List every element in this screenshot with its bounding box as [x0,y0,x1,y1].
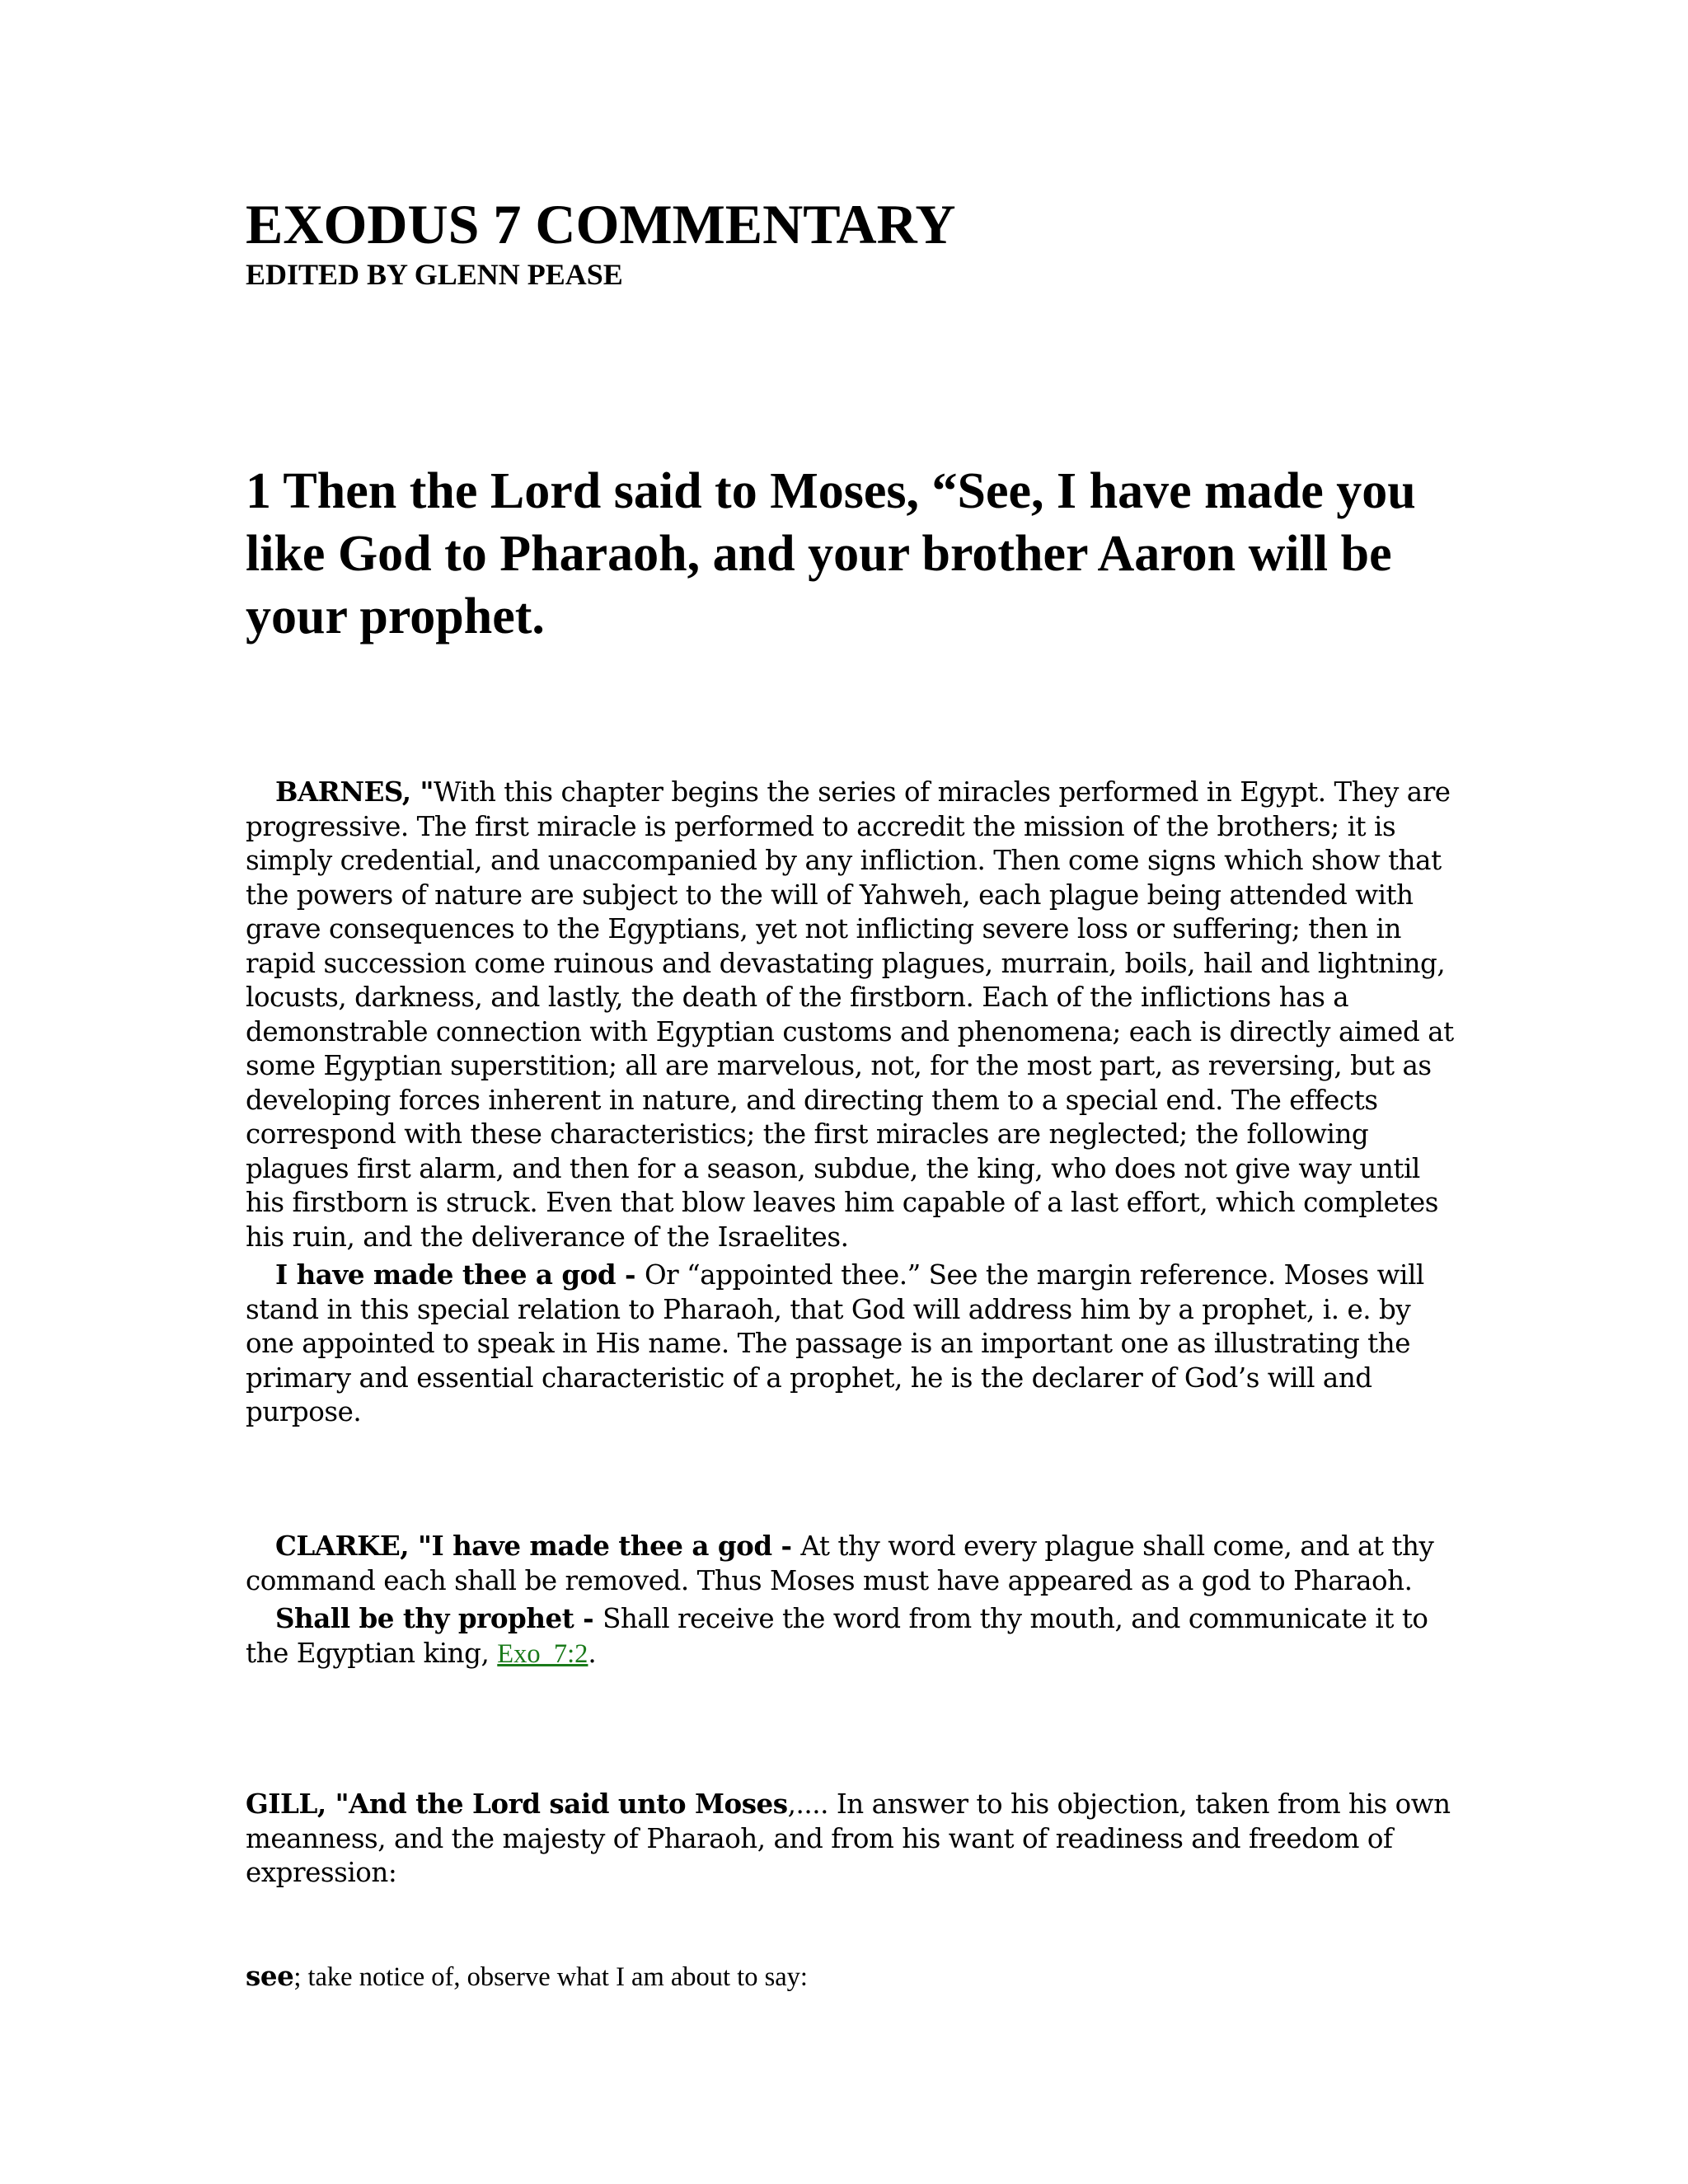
clarke-first-paragraph [246,1529,1457,1598]
clarke-text-2: Shall receive the word from thy mouth, and communicate it to the Egyptian king, [246,1603,1428,1669]
barnes-commentary [246,775,1457,1430]
barnes-phrase-paragraph [246,1258,1457,1430]
gill-phrase-1: And the Lord said unto Moses [349,1788,788,1820]
verse-heading: 1 Then the Lord said to Moses, “See, I have made you like God to Pharaoh, and your brother Aaron will be your prophet. [246,463,1416,644]
clarke-phrase-1: I have made thee a god - [431,1530,801,1562]
clarke-phrase-2: Shall be thy prophet - [275,1602,603,1634]
scripture-reference-link[interactable]: Exo_7:2 [497,1638,588,1669]
gill-commentary-continued [246,1959,1457,1995]
gill-label: GILL, " [246,1788,349,1820]
clarke-commentary [246,1529,1457,1671]
gill-second-paragraph [246,1959,1457,1995]
gill-text-1: ,.... In answer to his objection, taken from his own meanness, and the majesty of Pharaoh, and from his want of readiness and freedom of expression: [246,1788,1451,1888]
clarke-label: CLARKE, " [275,1530,432,1562]
page-subtitle: EDITED BY GLENN PEASE [246,258,623,291]
barnes-intro-paragraph [246,775,1457,1254]
barnes-phrase: I have made thee a god - [275,1258,645,1291]
gill-commentary [246,1787,1457,1891]
page-title: EXODUS 7 COMMENTARY [246,193,956,255]
gill-text-2: ; take notice of, observe what I am about to say: [293,1962,808,1992]
clarke-text-1: At thy word every plague shall come, and at thy command each shall be removed. Thus Moses must have appeared as a god to Pharaoh. [246,1530,1434,1596]
barnes-phrase-text: Or “appointed thee.” See the margin reference. Moses will stand in this special relation to Pharaoh, that God will address him by a prophet, i. e. by one appointed to speak in His name. The passage is an important one as illustrating the primary and essential characteristic of a prophet, he is the declarer of God’s will and purpose. [246,1259,1424,1427]
gill-phrase-2: see [246,1960,294,1992]
clarke-end: . [588,1637,597,1669]
clarke-second-paragraph [246,1601,1457,1671]
gill-first-paragraph [246,1787,1457,1891]
barnes-label: BARNES, " [275,776,434,808]
barnes-intro-text: With this chapter begins the series of miracles performed in Egypt. They are progressive. The first miracle is performed to accredit the mission of the brothers; it is simply credential, and unaccompanied by any infliction. Then come signs which show that the powers of nature are subject to the will of Yahweh, each plague being attended with grave consequences to the Egyptians, yet not inflicting severe loss or suffering; then in rapid succession come ruinous and devastating plagues, murrain, boils, hail and lightning, locusts, darkness, and lastly, the death of the firstborn. Each of the inflictions has a demonstrable connection with Egyptian customs and phenomena; each is directly aimed at some Egyptian superstition; all are marvelous, not, for the most part, as reversing, but as developing forces inherent in nature, and directing them to a special end. The effects correspond with these characteristics; the first miracles are neglected; the following plagues first alarm, and then for a season, subdue, the king, who does not give way until his firstborn is struck. Even that blow leaves him capable of a last effort, which completes his ruin, and the deliverance of the Israelites. [246,776,1454,1253]
